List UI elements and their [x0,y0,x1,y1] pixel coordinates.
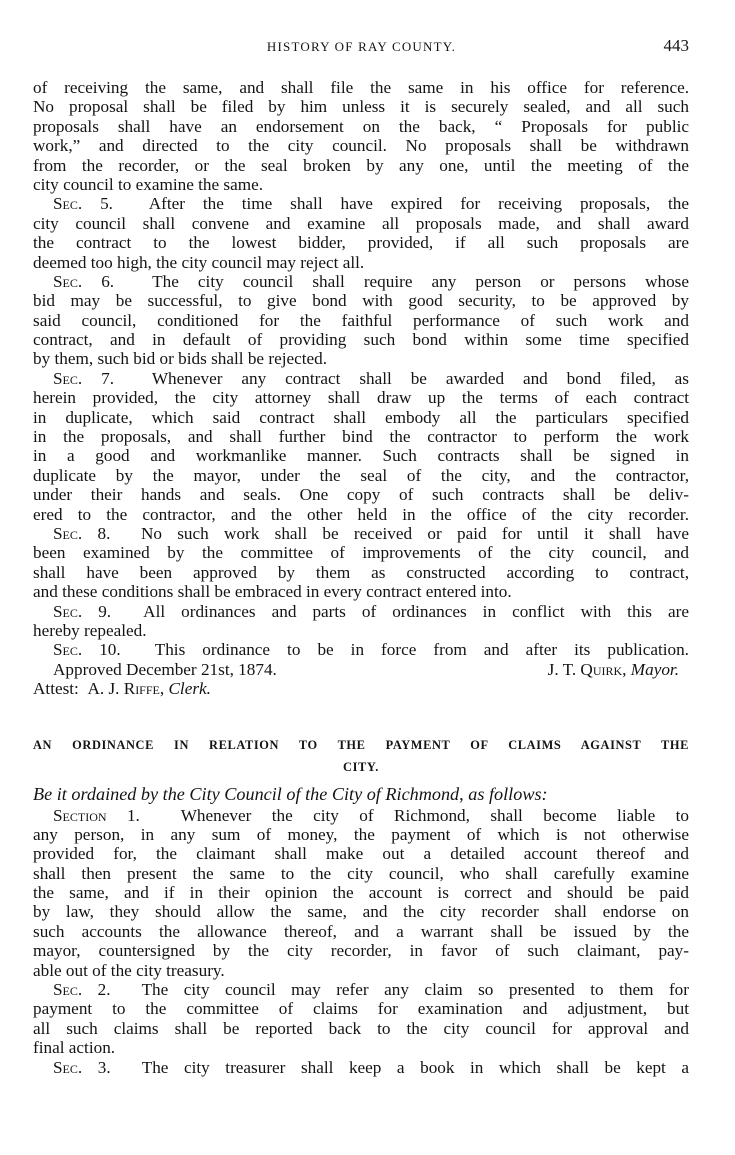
clerk-title: Clerk. [168,679,211,699]
section-label: Sec. 2. [53,980,111,1000]
text-line: No proposal shall be filed by him unless it is securely sealed, and all such [33,97,689,117]
text-line: been examined by the committee of improvements of the city council, and [33,543,689,563]
text-line: payment to the committee of claims for examination and adjustment, but [33,999,689,1019]
section-label: Sec. 5. [53,194,113,214]
text-line: herein provided, the city attorney shall draw up the terms of each contract [33,388,689,408]
text-line: by law, they should allow the same, and the city recorder shall endorse on [33,902,689,922]
section-5 [33,194,689,272]
text-line: After the time shall have expired for receiving proposals, the [148,194,689,214]
text-line: said council, conditioned for the faithful performance of such work and [33,310,689,330]
text-line: city council to examine the same. [33,174,264,194]
section-label: Section 1. [53,805,140,825]
ordinance-heading-continued: CITY. [343,759,379,774]
attest-label: Attest: [33,679,79,699]
text-line: able out of the city treasury. [33,960,225,980]
section-9 [33,602,689,641]
text-line: proposals shall have an endorsement on the back, “ Proposals for public [33,116,689,136]
mayor-name: J. T. Quirk, [547,659,627,679]
text-line: The city treasurer shall keep a book in which shall be kept a [141,1057,690,1077]
text-line: The city council may refer any claim so presented to them for [141,980,689,1000]
running-title: HISTORY OF RAY COUNTY. [266,39,457,54]
section-10 [33,640,689,659]
text-line: All ordinances and parts of ordinances in conflict with this are [143,601,689,621]
text-line: bid may be successful, to give bond with good security, to be approved by [33,291,689,311]
text-line: city council shall convene and examine all proposals made, and shall award [33,213,689,233]
text-line: ered to the contractor, and the other held in the office of the city recorder. [33,504,689,524]
section-label: Sec. 3. [53,1057,111,1077]
text-line: shall then present the same to the city council, who shall carefully examine [33,863,689,883]
section-1 [33,806,689,981]
clerk-name: A. J. Riffe, [87,679,165,699]
text-line: in a good and workmanlike manner. Such contracts shall be signed in [33,446,689,466]
running-head [34,36,689,58]
section-7 [33,369,689,524]
section-label: Sec. 8. [53,523,111,543]
text-line: contract, and in default of providing such bond within some time specified [33,330,689,350]
section-label: Sec. 9. [53,601,112,621]
text-line: the same, and if in their opinion the account is correct and should be paid [33,883,689,903]
approval-date: Approved December 21st, 1874. [53,659,277,679]
section-label: Sec. 10. [53,640,121,660]
text-line: The city council shall require any person or persons whose [152,271,689,291]
text-line: of receiving the same, and shall file the same in his office for reference. [33,78,689,97]
ordinance-heading: AN ORDINANCE IN RELATION TO THE PAYMENT OF CLAIMS AGAINST THE [33,737,689,752]
approval-line [33,660,689,679]
text-line: This ordinance to be in force from and after its publication. [154,640,689,660]
text-line: and these conditions shall be embraced in every contract entered into. [33,582,512,602]
enacting-clause: Be it ordained by the City Council of the City of Richmond, as follows: [33,783,548,804]
text-line: all such claims shall be reported back to the city council for approval and [33,1018,689,1038]
attest-line [33,679,689,698]
text-line: work,” and directed to the city council. No proposals shall be withdrawn [33,136,689,156]
text-line: under their hands and seals. One copy of such contracts shall be deliv- [33,485,689,505]
continuation-paragraph [33,78,689,194]
mayor-title: Mayor. [630,659,679,679]
text-line: the contract to the lowest bidder, provided, if all such proposals are [33,233,689,253]
text-line: from the recorder, or the seal broken by any one, until the meeting of the [33,155,689,175]
text-line: provided for, the claimant shall make out a detailed account thereof and [33,844,689,864]
section-2 [33,980,689,1058]
text-line: shall have been approved by them as constructed according to contract, [33,562,689,582]
section-label: Sec. 7. [53,368,114,388]
section-8 [33,524,689,602]
text-line: hereby repealed. [33,620,147,640]
text-line: in duplicate, which said contract shall embody all the particulars specified [33,407,689,427]
text-line: by them, such bid or bids shall be rejected. [33,349,328,369]
text-line: any person, in any sum of money, the payment of which is not otherwise [33,824,689,844]
body-text [33,78,689,1077]
text-line: Whenever the city of Richmond, shall become liable to [180,805,690,825]
text-line: deemed too high, the city council may reject all. [33,252,365,272]
text-line: final action. [33,1038,116,1058]
text-line: No such work shall be received or paid for until it shall have [140,523,690,543]
section-3 [33,1058,689,1077]
text-line: Whenever any contract shall be awarded and bond filed, as [151,368,689,388]
page-number: 443 [663,36,689,55]
mayor-signature [548,660,679,679]
section-label: Sec. 6. [53,271,115,291]
text-line: such accounts the allowance thereof, and a warrant shall be issued by the [33,921,689,941]
text-line: duplicate by the mayor, under the seal of the city, and the contractor, [33,465,689,485]
text-line: mayor, countersigned by the city recorder, in favor of such claimant, pay- [33,941,689,961]
section-6 [33,272,689,369]
text-line: in the proposals, and shall further bind the contractor to perform the work [33,427,689,447]
enacting-clause-tail: as follows: [463,783,548,804]
